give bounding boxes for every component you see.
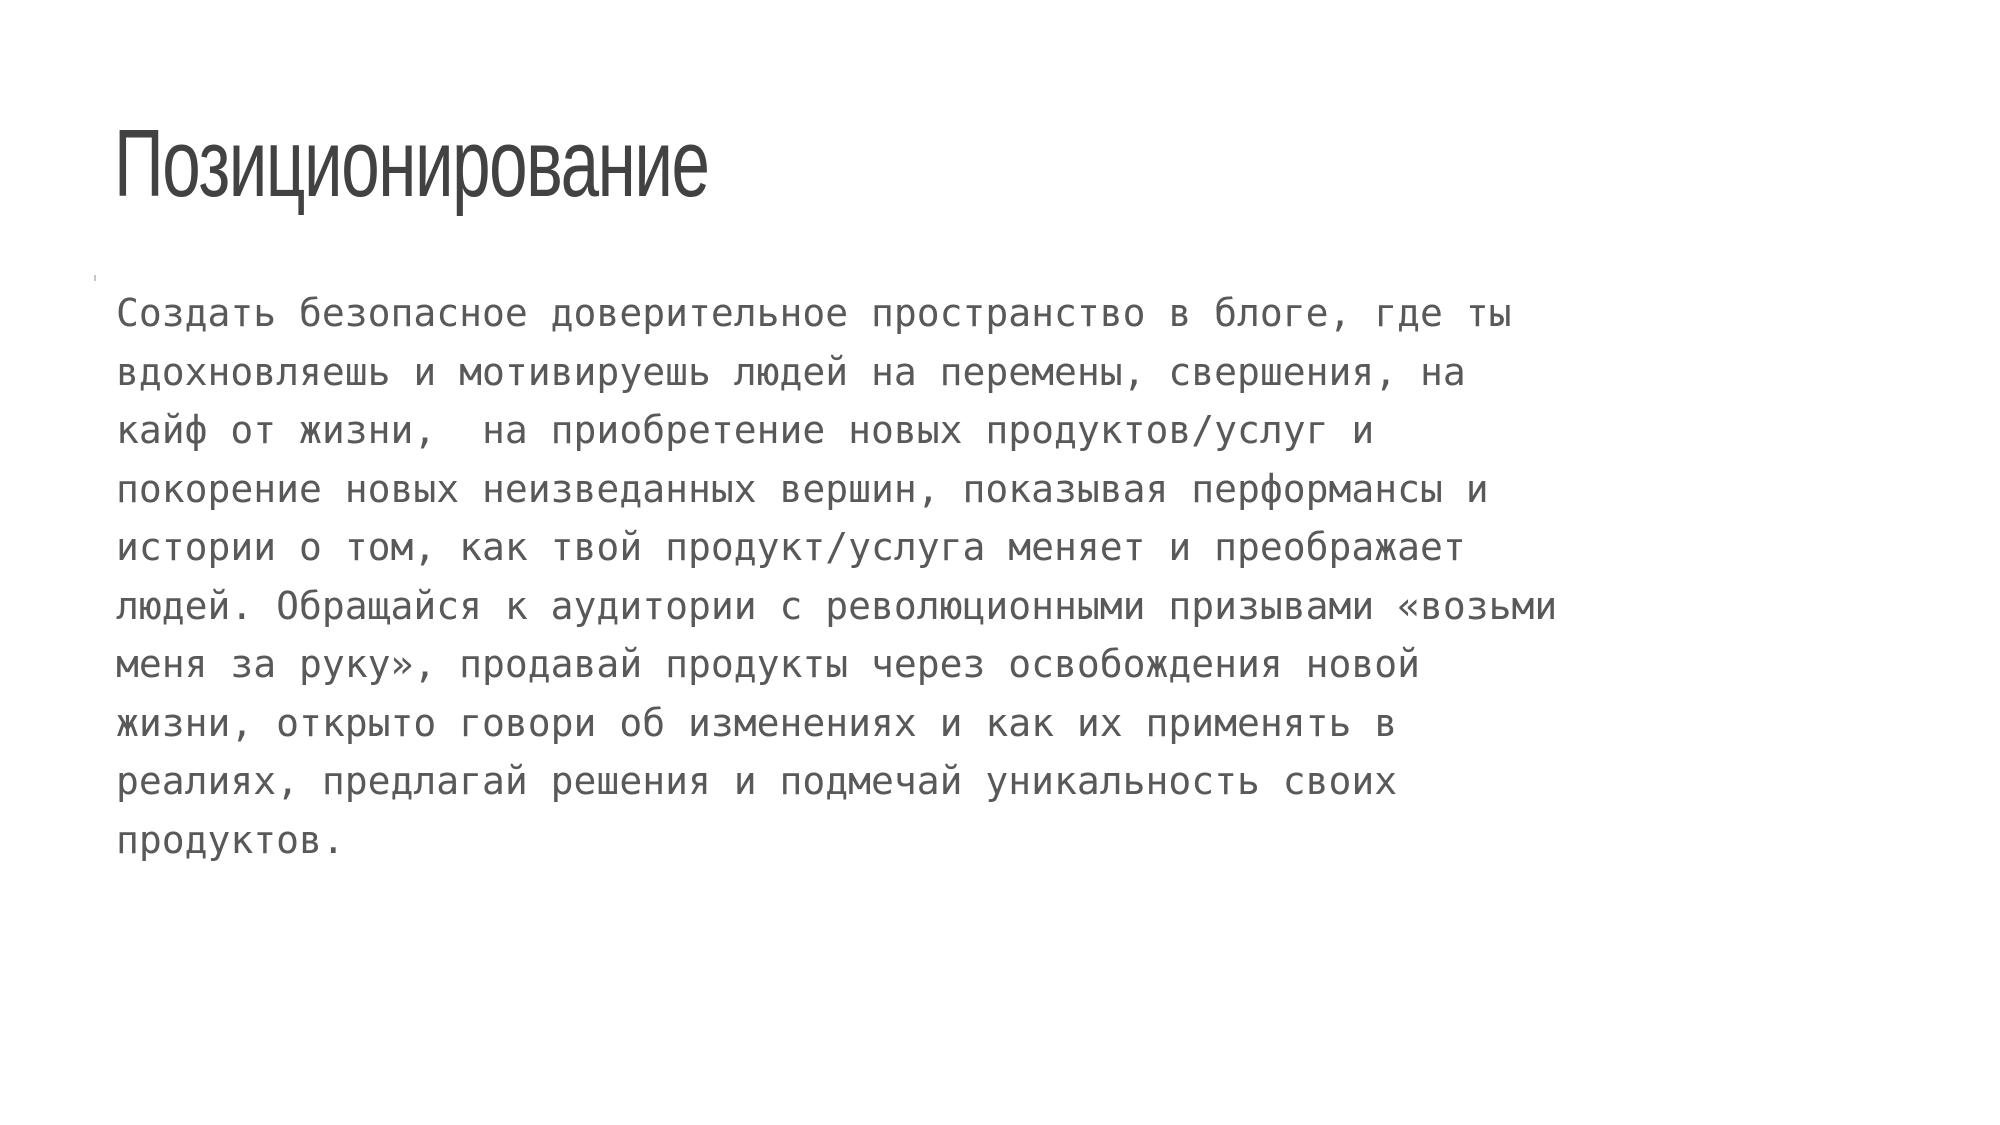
- slide-title: Позиционирование: [114, 110, 709, 217]
- body-line: кайф от жизни, на приобретение новых продуктов/услуг и: [116, 408, 1375, 452]
- text-cursor-mark: [94, 275, 96, 281]
- body-line: жизни, открыто говори об изменениях и как их применять в: [116, 700, 1398, 745]
- body-line: вдохновляешь и мотивируешь людей на перемены, свершения, на: [116, 349, 1466, 394]
- body-line: людей. Обращайся к аудитории с революционными призывами «возьми: [116, 583, 1558, 628]
- body-line: реалиях, предлагай решения и подмечай уникальность своих: [116, 759, 1398, 803]
- body-line: истории о том, как твой продукт/услуга меняет и преображает: [116, 525, 1466, 569]
- body-line: продуктов.: [116, 817, 345, 862]
- body-line: Создать безопасное доверительное пространство в блоге, где ты: [116, 291, 1512, 335]
- body-line: покорение новых неизведанных вершин, показывая перформансы и: [116, 466, 1489, 511]
- slide-body-text: [116, 284, 1836, 869]
- body-line: меня за руку», продавай продукты через освобождения новой: [116, 642, 1421, 686]
